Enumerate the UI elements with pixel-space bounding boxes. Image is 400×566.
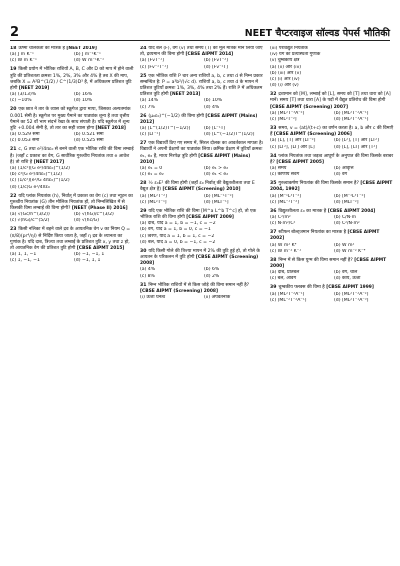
question-number: 34	[270, 153, 277, 159]
question-number: 28	[140, 181, 147, 187]
answer-option: (c) कोणीय संवेग	[270, 172, 300, 178]
answer-option: (d) 2%	[204, 273, 220, 279]
answer-option: (d) W m⁻¹K⁻¹	[74, 58, 104, 64]
question-body: यदि बल (F), वेग (v) तथा समय (T) को मूल मात्रक मान लिया जाए तो, द्रव्यमान की विमा होगी	[140, 46, 263, 58]
answer-options	[140, 166, 264, 178]
answer-option: (d) [ML²T⁻³A⁻¹]	[334, 117, 369, 123]
answer-options	[270, 292, 394, 304]
answer-option: (b) 16%	[74, 92, 93, 98]
exam-tag: [CBSE AIPMT (Screening) 2006]	[273, 132, 352, 138]
question-text	[270, 126, 394, 138]
answer-option: (a) (3/13)%	[10, 92, 37, 98]
answer-option: (c) [ML²T⁻¹]	[140, 199, 167, 205]
question-text	[140, 74, 264, 99]
answer-option: (a) [ML²T⁻²A⁻¹]	[270, 291, 305, 297]
question-text	[10, 107, 134, 132]
question-text	[140, 283, 264, 295]
answer-option: (a) W m² K⁴	[270, 242, 297, 248]
question-text	[270, 92, 394, 111]
answer-option: (b) [L⁻¹T]	[204, 126, 226, 132]
answer-option: (b) आवृत्ति	[334, 166, 354, 172]
answer-option: (b) [L²], [T] और [LT²]	[334, 138, 379, 144]
question-body: निम्न में से किस युग्म की विमा समान नहीं है?	[278, 257, 355, 263]
answer-option: (b) C/N·m	[334, 215, 357, 221]
answer-option: (a) दाब, प्रतिबल	[270, 270, 300, 276]
answer-option: (a) [M⁻¹L³T⁻²]	[270, 193, 302, 199]
question-item	[10, 227, 134, 264]
question-item	[140, 181, 264, 206]
question-column-2	[140, 46, 264, 561]
answer-options	[10, 166, 134, 191]
question-text	[10, 227, 134, 252]
question-number: 29	[140, 208, 147, 214]
exam-tag: [CBSE AIPMT (Screening) 2010]	[162, 187, 241, 193]
answer-option: (d) e₁ < e₂	[204, 172, 229, 178]
answer-option: (a) (ii) और (iv)	[270, 64, 302, 70]
answer-option: (d) कार्य, ऊर्जा	[334, 276, 361, 282]
question-body: c, G तथा e²/4πε₀ से बनने वाली एक भौतिक राशि की विमा लम्बाई है। (जहाँ c प्रकाश का वेग, G सार्वत्रिक गुरुत्वीय नियतांक तथा e आवेश है) तो राशि है	[10, 147, 134, 165]
question-number: 25	[140, 73, 147, 79]
answer-option: (d) 4%	[204, 104, 220, 110]
answer-options	[270, 46, 394, 89]
exam-tag: [NEET 2019]	[18, 86, 50, 92]
answer-option: (v) चुम्बकीय क्षेत्र	[270, 58, 300, 64]
answer-options	[270, 243, 394, 255]
answer-option: (d) बल, यदि a = 0, b = −1, c = −2	[140, 239, 216, 245]
answer-option: (a) 14%	[140, 98, 159, 104]
question-number: 27	[140, 141, 147, 147]
answer-option: (b) J m⁻¹K⁻¹	[74, 52, 101, 58]
answer-option: (ii) अपवर्तनांक	[204, 295, 231, 301]
answer-option: (c) त्वरण, यदि a = 1, b = 1, c = −2	[140, 233, 215, 239]
question-body: निम्न भौतिक राशियों में से किस जोड़े की विमा समान नहीं है?	[148, 282, 250, 288]
page-title: NEET चैप्टरवाइज सॉल्वड पेपर्स भौतिकी	[244, 28, 390, 39]
question-text	[270, 230, 394, 242]
answer-option: (d) W m⁻² K⁻⁴	[334, 248, 366, 254]
question-body: (μ₀ε₀)^(−1/2) की विमा होगी	[148, 113, 206, 119]
question-column-1	[10, 46, 134, 561]
exam-tag: [NEET 2018]	[95, 126, 126, 132]
answer-option: (c) 7%	[140, 104, 155, 110]
exam-tag: [CBSE AIPMT (Screening) 2007]	[270, 104, 348, 110]
answer-option: (c) [ML⁻²T⁻²A⁻¹]	[270, 297, 307, 303]
answer-option: (a) C²/m²	[270, 215, 291, 221]
answer-option: (b) वेग, चाल	[334, 270, 358, 276]
answer-options	[270, 194, 394, 206]
answer-option: (d) [MLT⁻²]	[334, 199, 359, 205]
question-column-3	[270, 46, 394, 561]
answer-option: (b) वेग, यदि a = 1, b = 0, c = −1	[140, 227, 211, 233]
exam-tag: [CBSE AIPMT 2004]	[327, 208, 376, 214]
question-item	[10, 147, 134, 190]
answer-options	[270, 270, 394, 282]
question-number: 21	[10, 147, 17, 153]
answer-option: (c) e₁ = e₂	[140, 172, 164, 178]
answer-option: (c) W m K⁻¹	[10, 58, 37, 64]
question-body: एक छात्र ने तार के व्यास को स्क्रूगेज द्वारा मापा, जिसका अल्पतमांक 0.001 सेमी है। स्क्रूगेज पर मुख्य पैमाने का पाठ्यांक शून्य है तथा वृत्तीय पैमाने का 52 वाँ भाग संदर्भ रेखा के साथ संपाती है। यदि स्क्रूगेज में शून्य त्रुटि +0.004 सेमी है, तो तार का सही व्यास होगा	[10, 107, 131, 132]
exam-tag: [CBSE AIPMT 2009]	[186, 215, 234, 221]
question-number: 39	[270, 285, 277, 291]
answer-option: (d) √(hc/G)	[74, 218, 100, 224]
answer-option: (a) [L], [T] और [LT⁻²]	[270, 138, 316, 144]
exam-tag: [NEET 2013]	[170, 92, 201, 98]
answer-option: (c) 0.053 सेमी	[10, 138, 40, 144]
question-text	[10, 194, 134, 213]
question-item	[140, 283, 264, 302]
question-text	[140, 209, 264, 221]
question-text	[140, 114, 264, 126]
answer-option: (b) c²[G e²/4πε₀]^(1/2)	[10, 172, 62, 178]
question-number: 24	[140, 46, 147, 51]
question-item	[270, 181, 394, 206]
answer-option: (b) [ML²T⁻²A⁻²]	[334, 291, 369, 297]
question-text	[10, 147, 134, 166]
answer-option: (b) [ML⁻¹T⁻²]	[204, 193, 234, 199]
exam-tag: [CBSE AIPMT (Screening) 2008]	[140, 288, 218, 294]
question-body: ऊष्मा चालकता का मात्रक है	[18, 46, 67, 51]
answer-option: (a) [ML²T⁻³A⁻²]	[270, 110, 305, 116]
question-text	[270, 154, 394, 166]
answer-option: (b) e₁ > e₂	[204, 166, 229, 172]
question-number: 36	[270, 208, 277, 214]
answer-options	[140, 98, 264, 110]
question-item	[140, 74, 264, 111]
question-body: गुरुत्वाकर्षण नियतांक की विमा किसके समान है?	[278, 181, 361, 187]
answer-option: (a) 1, 1, −1	[10, 252, 37, 258]
answer-option: (a) 0.529 सेमी	[10, 132, 40, 138]
exam-tag: [CBSE AIPMT 2000]	[270, 257, 387, 270]
question-item	[270, 92, 394, 123]
question-item	[140, 46, 264, 71]
answer-option: (d) [MLT⁻¹]	[204, 199, 229, 205]
answer-options	[140, 126, 264, 138]
answer-option: (d) [Fv⁻¹T]	[204, 64, 228, 70]
question-body: द्रव्यमान को [M], लम्बाई को [L], समय को [T] तथा धारा को [A] मानें। समय [T] तथा धारा [A] के पदों में वैद्युत प्रतिरोध की विमा होगी	[270, 92, 391, 104]
answer-options	[270, 138, 394, 150]
answer-option: (b) 10%	[204, 98, 223, 104]
answer-option: (d) [L], [LT] और [T²]	[334, 144, 378, 150]
question-body: चुम्बकीय फ्लक्स की विमा है	[278, 285, 327, 291]
question-item	[140, 141, 264, 178]
question-number: 18	[10, 46, 17, 51]
question-body: एक विद्यार्थी ठिए गए समय में, सिरल दोलक का आवर्तकाल मापता है। विद्यार्थी ने अपनी प्रेक्षणों का पाठ्यांक लिया। क्रमिक प्रेक्षण में त्रुटियाँ क्रमशः e₁, e₂ हैं, माध्य निरपेक्ष त्रुटि होगी	[140, 141, 264, 159]
question-item	[270, 154, 394, 179]
exam-tag: [CBSE AIPMT (Mains) 2012]	[140, 113, 258, 125]
exam-tag: [CBSE AIPMT 2004, 1992]	[270, 181, 393, 193]
question-item	[140, 209, 264, 246]
question-text	[10, 67, 134, 92]
question-number: 35	[270, 181, 277, 187]
answer-option: (d) 10%	[74, 98, 93, 104]
answer-options	[10, 52, 134, 64]
answer-option: (a) [ML²T⁻²]	[140, 193, 167, 199]
answer-option: (b) (iii) और (v)	[270, 70, 302, 76]
exam-tag: [NEET 2017]	[33, 159, 65, 165]
answer-option: (c) 1, −1, −1	[10, 258, 40, 264]
answer-options	[10, 92, 134, 104]
answer-option: (c) N·m²/C²	[270, 221, 296, 227]
answer-option: (c) 8%	[140, 273, 155, 279]
answer-option: (iv) यंग का प्रत्यास्थता गुणांक	[270, 52, 321, 58]
answer-option: (c) W m⁻² K⁻¹	[270, 248, 302, 254]
question-number: 31	[140, 282, 147, 288]
answer-options	[10, 212, 134, 224]
exam-tag: [CBSE AIPMT (Screening) 2008]	[140, 255, 259, 267]
question-body: विद्युतशीलता ε₀ का मात्रक है	[278, 208, 328, 214]
answer-option: (a) 4%	[140, 267, 156, 273]
question-number: 19	[10, 67, 17, 73]
question-body: किसी नलिका में बहने वाले द्रव के आयतनिक वेग v का नियम Q = (π/8)(pr⁴/ηl) से निर्दिष्ट किया जाता है, जहाँ η द्रव के श्यानता का गुणांक है। यदि दाब, त्रिज्या तथा लम्बाई के प्रतिशत त्रुटि x, y तथा z हो, तो आयतनिक वेग की प्रतिशत त्रुटि होगी	[10, 227, 131, 252]
question-body: प्लांक नियतांक तथा जड़त्व आघूर्ण के अनुपात की विमा किसके बराबर है?	[270, 153, 394, 165]
question-number: 26	[140, 113, 147, 119]
answer-option: (c) [Fv⁻¹T⁻¹]	[140, 64, 168, 70]
answer-option: (a) [L^(1/2)T^(−1/2)]	[140, 126, 191, 132]
answer-option: (d) C²/N·m²	[334, 221, 360, 227]
answer-options	[270, 166, 394, 178]
question-body: यदि प्लांक नियतांक (h), निर्वात् में प्रकाश का वेग (c) तथा न्यूटन का गुरुत्वीय नियतांक (G) तीन मौलिक नियतांक हों, तो निम्नलिखित में से किसकी विमा लम्बाई की विमा होगी?	[10, 193, 133, 212]
answer-option: (c) [LT⁻¹]	[140, 132, 161, 138]
answer-option: (b) √(hG)/c^(3/2)	[74, 212, 114, 218]
question-body: समय, v = (at)/(t+c) का वर्णन करता है। a, b और c की विमाएँ हैं	[270, 126, 394, 138]
question-body: स्टीफन बोल्ट्जमान नियतांक का मात्रक है	[278, 230, 348, 236]
answer-option: (d) [ML²T⁻¹A⁻³]	[334, 297, 369, 303]
question-text	[140, 249, 264, 268]
answer-options	[270, 215, 394, 227]
question-item	[10, 194, 134, 225]
question-item	[270, 209, 394, 228]
exam-tag: [NEET 2019]	[66, 46, 97, 51]
question-body: यदि एक भौतिक राशि की विमा [M^a L^b T^c] हो, तो एक भौतिक राशि की विमा होगी	[140, 208, 257, 221]
question-number: 20	[10, 107, 17, 113]
question-number: 38	[270, 257, 277, 263]
page-header	[10, 24, 390, 41]
answer-options	[140, 221, 264, 246]
answer-option: (c) (i) और (iv)	[270, 77, 300, 83]
question-text	[140, 141, 264, 166]
question-text	[270, 258, 394, 270]
question-item	[270, 285, 394, 304]
question-body: यदि किसी गोले की त्रिज्या मापन में 2% की त्रुटि हुई हो, तो गोले के आयतन के परिकलन में त्रुटि होगी	[140, 248, 260, 261]
question-text	[270, 181, 394, 193]
question-item	[10, 107, 134, 144]
question-number: 22	[10, 193, 17, 199]
exam-tag: [CBSE AIPMT 2015]	[76, 246, 125, 252]
answer-option: (b) W m²	[334, 242, 355, 248]
exam-tag: [CBSE AIPMT (Mains) 2010]	[140, 153, 251, 165]
question-body: एक भौतिक राशि P चार अन्य राशियों a, b, c तथा d से निम्न प्रकार सम्बन्धित है: P = a³b²/(√c d). राशियों a, b, c तथा d के मापन में प्रतिशत त्रुटियाँ क्रमशः 1%, 3%, 4% तथा 2% हैं। राशि P में अधिकतम प्रतिशत त्रुटि होगी	[140, 73, 263, 98]
answer-option: (c) [ML²T⁻²]	[270, 117, 297, 123]
question-number: 32	[270, 92, 277, 98]
answer-option: (c) (1/c²)[e²/G 4πε₀]^(1/2)	[10, 178, 70, 184]
question-item	[270, 230, 394, 255]
answer-option: (d) −1, 1, 1	[74, 258, 101, 264]
question-body: ½ ε₀E² की विमा होगी (जहाँ ε₀ निर्वात् की वैद्युतशीलता तथा E वैद्युत क्षेत्र है)	[140, 181, 255, 193]
question-item	[10, 46, 134, 65]
answer-option: (a) दाब, यदि a = 1, b = −1, c = −2	[140, 221, 216, 227]
page-number: 2	[10, 25, 20, 40]
answer-option: (b) 6%	[204, 267, 220, 273]
answer-option: (b) 0.521 सेमी	[74, 132, 104, 138]
answer-option: (b) −1, −1, 1	[74, 252, 105, 258]
answer-options	[10, 252, 134, 264]
answer-option: (b) [FvT⁻²]	[204, 58, 228, 64]
answer-option: (a) e₁ = 0	[140, 166, 163, 172]
answer-option: (d) (i) और (v)	[270, 83, 299, 89]
answer-option: (d) (1/c)G e²/4πε₀	[10, 184, 50, 190]
answer-option: (a) [FvT⁻¹]	[140, 58, 164, 64]
exam-tag: [CBSE AIPMT 1999]	[326, 285, 374, 291]
question-columns	[10, 46, 394, 561]
exam-tag: [CBSE AIPMT 2005]	[276, 159, 324, 165]
answer-option: (a) J m K⁻¹	[10, 52, 34, 58]
answer-option: (a) (1/c²)[G e²/4πε₀]^(1/2)	[10, 166, 70, 172]
question-number: 30	[140, 248, 147, 254]
question-body: किसी प्रयोग में भौतिक राशियों A, B, C और D को माप में होने वाली त्रुटि की प्रतिशतता क्रमशः 1%, 2%, 3% और 4% है तब X की माप, जबकि X = A²B^(1/2) / C^(1/3)D³ है, में अधिकतम प्रतिशत त्रुटि होगी	[10, 67, 134, 92]
answer-option: (c) [ML⁻¹T⁻²]	[270, 199, 300, 205]
question-item	[10, 67, 134, 104]
question-number: 23	[10, 227, 17, 233]
answer-options	[140, 295, 264, 301]
answer-option: (d) [L^(−1/2)T^(1/2)]	[204, 132, 255, 138]
answer-option: (c) बल, आवेग	[270, 276, 297, 282]
exam-tag: [NEET (Phase II) 2016]	[71, 206, 128, 212]
question-item	[270, 258, 394, 283]
answer-options	[10, 132, 134, 144]
question-item	[270, 126, 394, 151]
question-item	[140, 114, 264, 139]
exam-tag: [CBSE AIPMT 2002]	[270, 230, 380, 242]
answer-option: (a) √(Gc/h^(3/2))	[10, 212, 50, 218]
answer-option: (d) 0.525 सेमी	[74, 138, 104, 144]
answer-options	[270, 111, 394, 123]
answer-option: (c) √(hG)/c^(5/2)	[10, 218, 50, 224]
exam-tag: [CBSE AIPMT 2014]	[185, 52, 234, 58]
answer-options	[140, 194, 264, 206]
question-number: 37	[270, 230, 277, 236]
answer-option: (c) [LT²], [LT] और [L]	[270, 144, 315, 150]
question-text	[140, 181, 264, 193]
answer-option: (iii) परावैद्युत नियतांक	[270, 46, 308, 51]
answer-options	[140, 267, 264, 279]
question-item	[140, 249, 264, 280]
answer-option: (i) ऊर्जा घनत्व	[140, 295, 166, 301]
question-item	[270, 46, 394, 89]
question-text	[140, 46, 264, 58]
answer-option: (c) −10%	[10, 98, 32, 104]
answer-option: (d) वेग	[334, 172, 348, 178]
answer-option: (b) [M⁻¹L³T⁻²]	[334, 193, 366, 199]
answer-option: (b) [ML²T⁻²A⁻¹]	[334, 110, 369, 116]
answer-option: (a) समय	[270, 166, 287, 172]
question-number: 33	[270, 126, 277, 132]
answer-options	[140, 58, 264, 70]
